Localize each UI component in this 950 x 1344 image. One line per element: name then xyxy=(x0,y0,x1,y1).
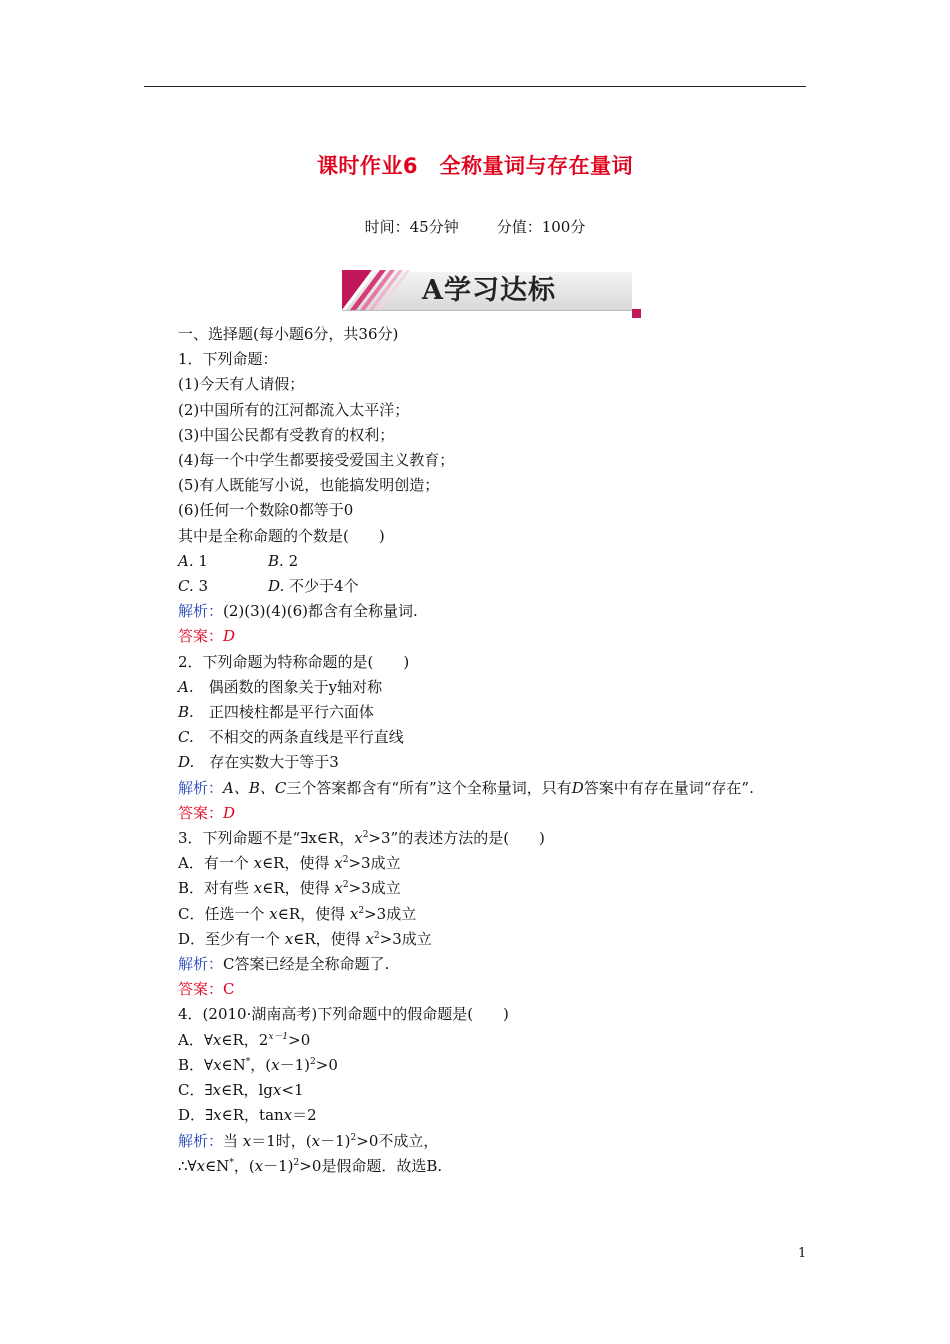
q1-item: (2)中国所有的江河都流入太平洋； xyxy=(178,400,410,419)
q2-stem: 2．下列命题为特称命题的是( ) xyxy=(178,652,410,671)
time-limit: 时间：45分钟 xyxy=(364,218,459,236)
q1-ask: 其中是全称命题的个数是( ) xyxy=(178,526,385,545)
q3-option: B．对有些 x∈R，使得 $x^2>3$成立 xyxy=(178,879,401,898)
q3-option: C．任选一个 x∈R，使得 $x^2>3$成立 xyxy=(178,904,417,923)
q3-option: D．至少有一个 x∈R，使得 $x^2>3$成立 xyxy=(178,929,432,948)
q4-option-c: C．∃x∈R，lgx<1 xyxy=(178,1081,304,1100)
page-number: 1 xyxy=(798,1246,807,1261)
meta-line xyxy=(0,216,950,237)
q1-options-cd: C. 3 D. 不少于4个 xyxy=(178,577,359,596)
q1-item: (6)任何一个数除0都等于0 xyxy=(178,501,354,520)
banner-corner-square xyxy=(632,309,641,318)
q3-answer: 答案：C xyxy=(178,980,235,999)
page-title: 课时作业6 全称量词与存在量词 xyxy=(316,154,634,178)
header-rule xyxy=(144,86,806,87)
q4-analysis: 解析：当 x＝1时，$(x-1)^2>0$不成立， xyxy=(178,1131,439,1150)
q4-conclusion: ∴∀x∈N*，$(x-1)^2>0$是假命题．故选B. xyxy=(178,1156,443,1175)
q4-option-d: D．∃x∈R，tanx＝2 xyxy=(178,1106,317,1125)
q2-answer: 答案：D xyxy=(178,803,236,822)
banner-label: A学习达标 xyxy=(422,275,556,306)
section-heading: 一、选择题(每小题6分，共36分) xyxy=(178,325,399,343)
q2-option: B. 正四棱柱都是平行六面体 xyxy=(178,703,374,722)
q3-analysis: 解析：C答案已经是全称命题了. xyxy=(178,955,390,974)
q1-analysis: 解析：(2)(3)(4)(6)都含有全称量词. xyxy=(178,602,418,621)
q2-option: C. 不相交的两条直线是平行直线 xyxy=(178,728,404,747)
q4-option-b: B．∀x∈N*，$(x-1)^2>0$ xyxy=(178,1055,338,1074)
q1-answer: 答案：D xyxy=(178,627,236,646)
q2-analysis: 解析：A、B、C三个答案都含有“所有”这个全称量词，只有D答案中有存在量词“存在”. xyxy=(178,778,754,797)
q1-stem: 1．下列命题： xyxy=(178,350,278,369)
q4-option-a: A．∀x∈R，$2^{x-1}>0$ xyxy=(178,1030,311,1049)
banner-stripes-icon xyxy=(342,270,412,314)
q1-options-ab: A. 1 B. 2 xyxy=(178,551,299,570)
q2-option: A. 偶函数的图象关于y轴对称 xyxy=(178,677,383,696)
q1-item: (4)每一个中学生都要接受爱国主义教育； xyxy=(178,451,455,470)
q3-option: A．有一个 x∈R，使得 $x^2>3$成立 xyxy=(178,854,401,873)
q1-item: (3)中国公民都有受教育的权利； xyxy=(178,425,395,444)
q1-item: (5)有人既能写小说，也能搞发明创造； xyxy=(178,476,440,495)
q2-option: D. 存在实数大于等于3 xyxy=(178,753,339,772)
exercise-content xyxy=(144,322,806,1179)
q1-item: (1)今天有人请假； xyxy=(178,375,305,394)
q3-stem: 3．下列命题不是“∃x∈R，$x^2>3$”的表述方法的是( ) xyxy=(178,829,545,848)
score-total: 分值：100分 xyxy=(496,218,586,236)
section-banner xyxy=(342,270,640,318)
q4-stem: 4．(2010·湖南高考)下列命题中的假命题是( ) xyxy=(178,1005,509,1024)
